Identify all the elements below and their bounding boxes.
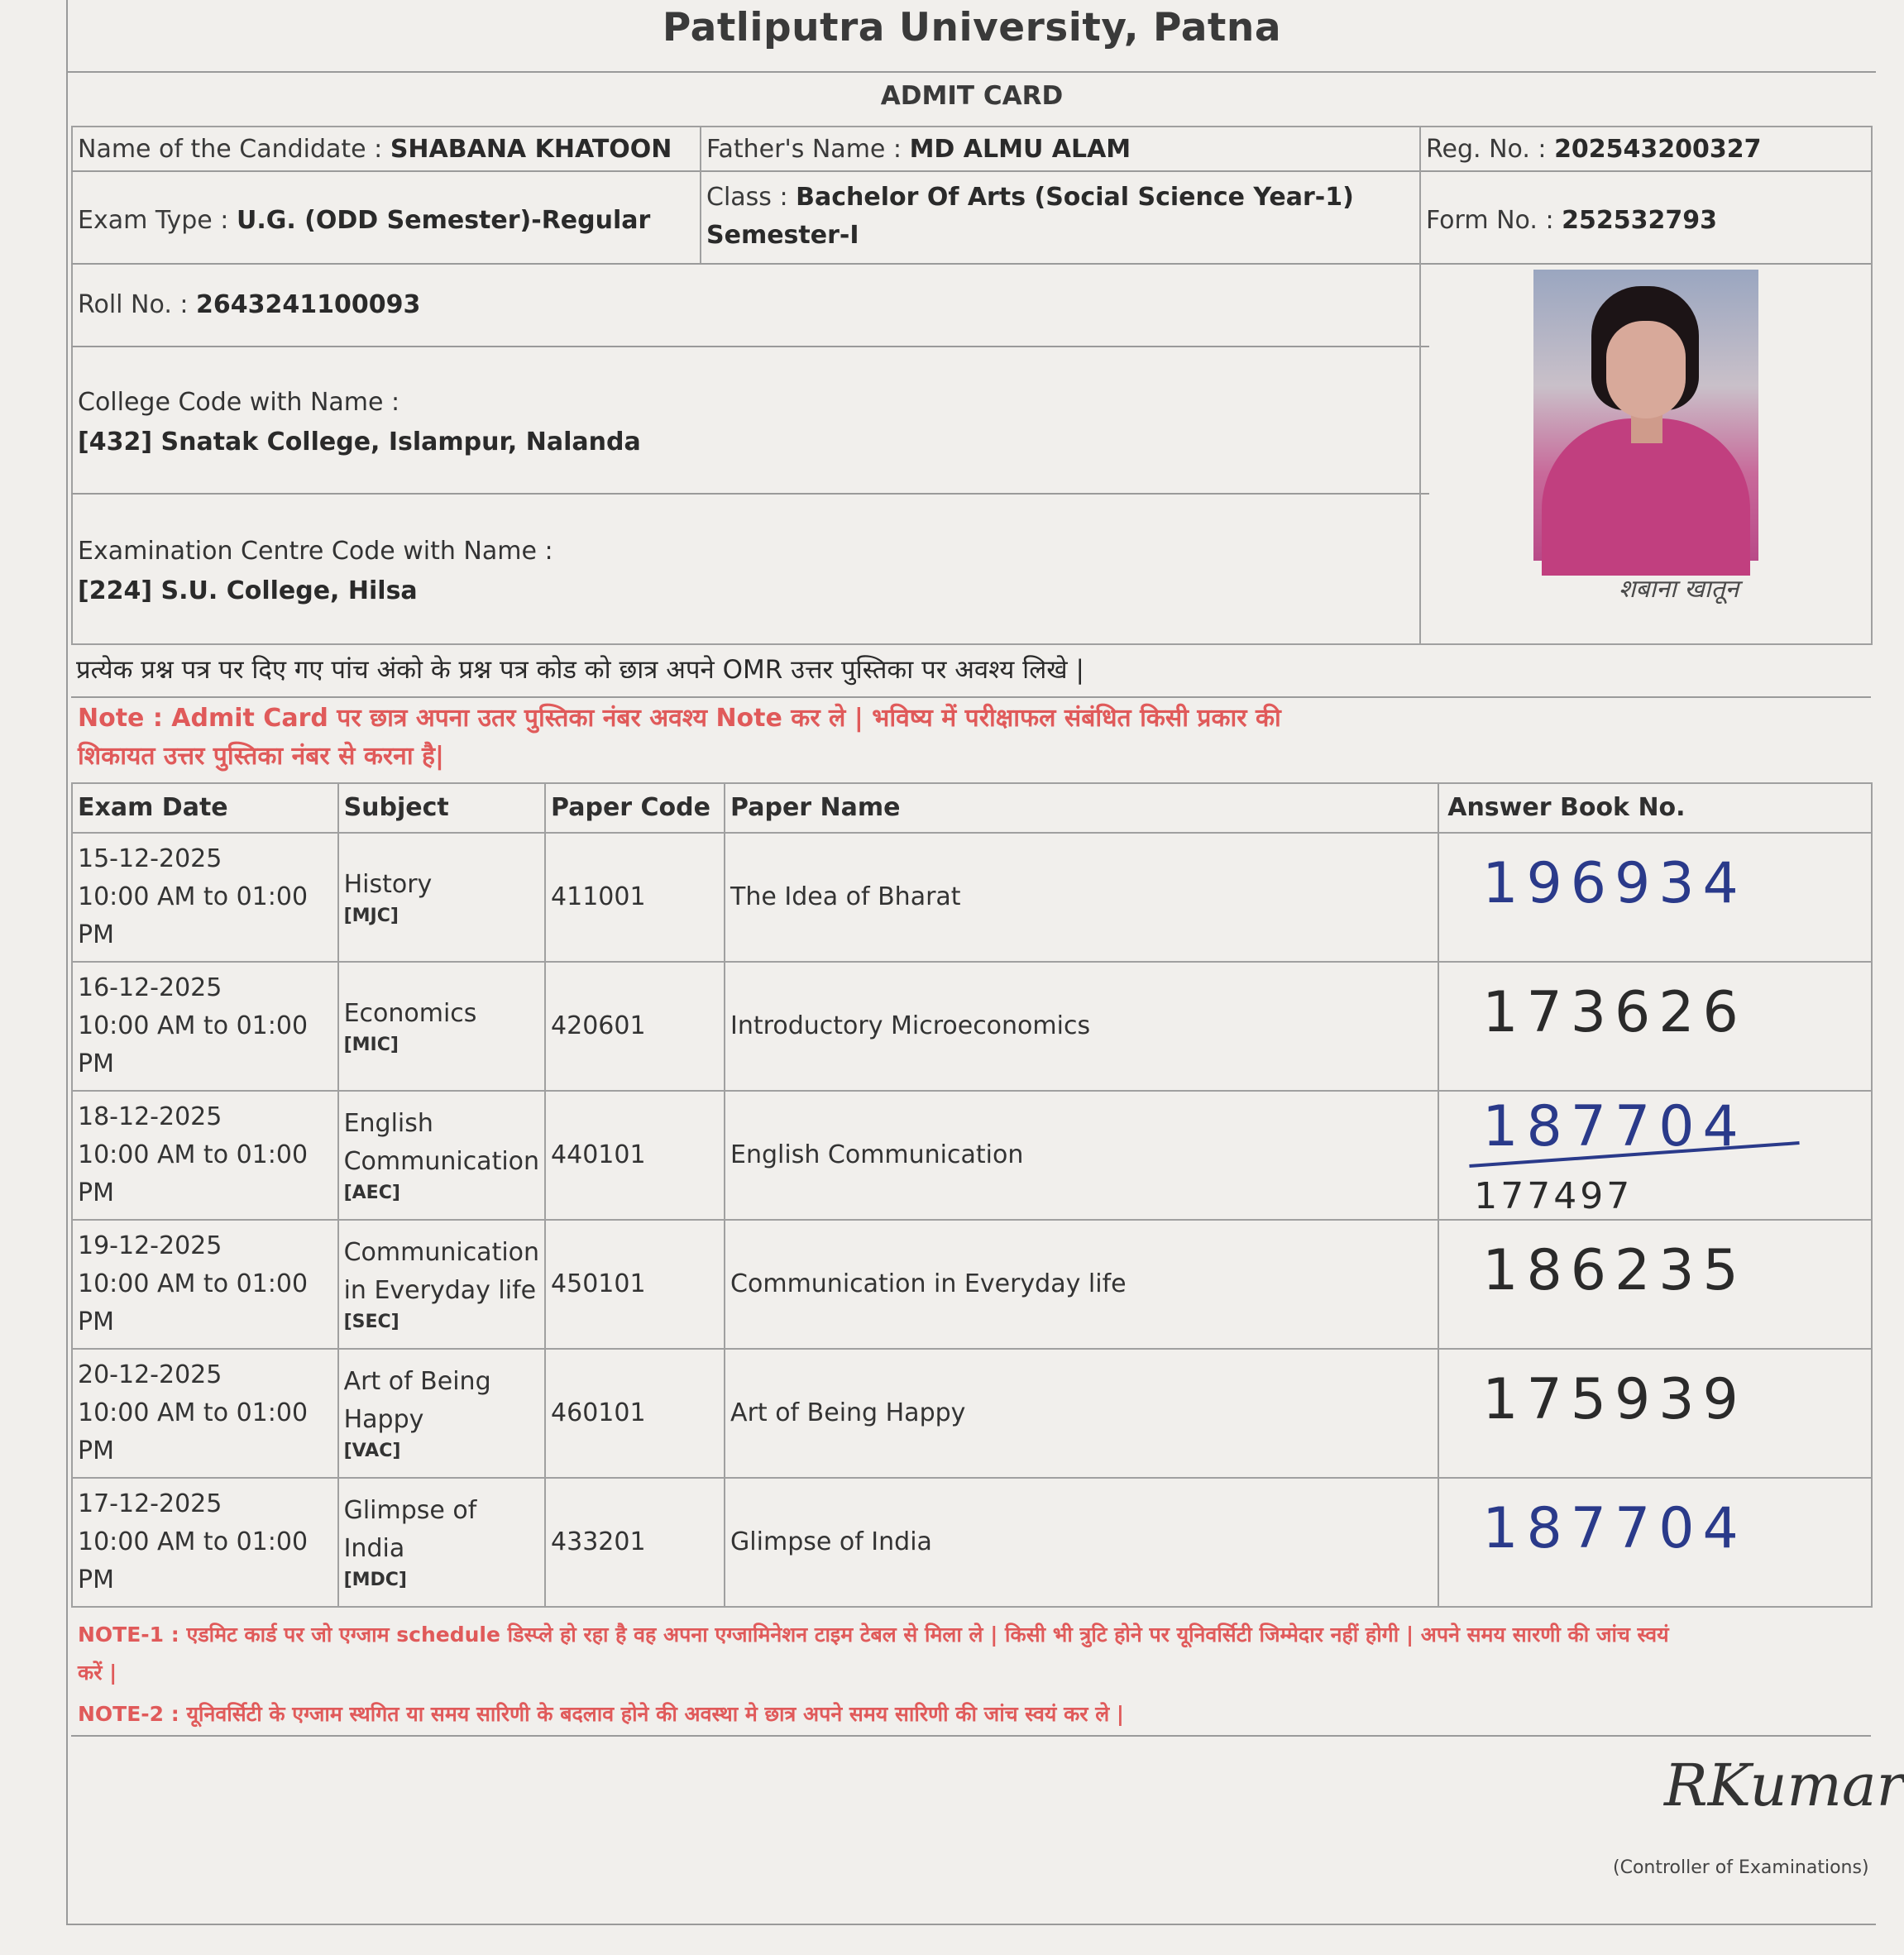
answer-book-cell <box>1438 1349 1872 1478</box>
divider <box>700 126 701 263</box>
exam-time: 10:00 AM to 01:00 PM <box>78 1140 309 1207</box>
note-line-1: Note : Admit Card पर छात्र अपना उतर पुस्तिका नंबर अवश्य Note कर ले | भविष्य में परीक्षाफल संबंधित किसी प्रकार की <box>78 704 1281 733</box>
exam-date: 17-12-2025 <box>78 1489 222 1518</box>
exam-date: 15-12-2025 <box>78 844 222 873</box>
exam-date: 20-12-2025 <box>78 1360 222 1389</box>
answer-book-no: 186235 <box>1482 1238 1747 1303</box>
omr-instruction: प्रत्येक प्रश्न पत्र पर दिए गए पांच अंको के प्रश्न पत्र कोड को छात्र अपने OMR उत्तर पुस्तिका पर अवश्य लिखे | <box>76 655 1084 685</box>
exam-schedule-table <box>71 782 1873 1608</box>
candidate-name-field <box>78 131 690 169</box>
exam-type-field <box>78 202 690 240</box>
table-row <box>72 1349 1872 1478</box>
exam-date-cell <box>72 1478 338 1607</box>
exam-date: 18-12-2025 <box>78 1102 222 1131</box>
subject-code: [SEC] <box>343 1312 399 1332</box>
paper-code: 440101 <box>545 1091 725 1220</box>
admit-card-sheet <box>66 0 1904 1925</box>
table-row <box>72 1091 1872 1220</box>
subject: Economics <box>343 999 477 1028</box>
paper-name: Communication in Everyday life <box>725 1220 1438 1349</box>
exam-time: 10:00 AM to 01:00 PM <box>78 1269 309 1336</box>
answer-book-no: 196934 <box>1482 851 1747 916</box>
header-answer-book: Answer Book No. <box>1438 783 1872 833</box>
answer-book-correction: 177497 <box>1474 1175 1634 1217</box>
header-paper-name: Paper Name <box>725 783 1438 833</box>
answer-book-cell <box>1438 962 1872 1091</box>
father-name-field <box>706 131 1409 169</box>
paper-code: 433201 <box>545 1478 725 1607</box>
subject-code: [MDC] <box>343 1570 407 1590</box>
answer-book-no: 175939 <box>1482 1367 1747 1432</box>
paper-name: English Communication <box>725 1091 1438 1220</box>
divider <box>71 170 1871 172</box>
roll-no-label: Roll No. : <box>78 290 197 319</box>
exam-date-cell <box>72 1091 338 1220</box>
answer-book-no: 187704 <box>1482 1496 1747 1561</box>
controller-label: (Controller of Examinations) <box>1613 1857 1869 1878</box>
form-no: 252532793 <box>1562 206 1717 235</box>
subject-cell <box>338 833 545 962</box>
exam-time: 10:00 AM to 01:00 PM <box>78 1011 309 1078</box>
exam-type: U.G. (ODD Semester)-Regular <box>236 206 651 235</box>
note-2: NOTE-2 : यूनिवर्सिटी के एग्जाम स्थगित या समय सारिणी के बदलाव होने की अवस्था मे छात्र अपने समय सारिणी की जांच स्वयं कर ले | <box>78 1702 1125 1726</box>
paper-code: 411001 <box>545 833 725 962</box>
candidate-photo <box>1533 270 1758 561</box>
note-1-line-1: NOTE-1 : एडमिट कार्ड पर जो एग्जाम schedule डिस्प्ले हो रहा है वह अपना एग्जामिनेशन टाइम टेबल से मिला ले | किसी भी त्रुटि होने पर यूनिवर्सिटी जिम्मेदार नहीं होगी | अपने समय सारणी की जांच स्वयं <box>78 1623 1669 1647</box>
centre-label: Examination Centre Code with Name : <box>78 537 553 566</box>
subject: Glimpse of India <box>343 1496 477 1563</box>
subject-cell <box>338 1478 545 1607</box>
exam-time: 10:00 AM to 01:00 PM <box>78 882 309 949</box>
subject-cell <box>338 1091 545 1220</box>
form-no-label: Form No. : <box>1426 206 1562 235</box>
candidate-signature: शबाना खातून <box>1619 575 1739 604</box>
table-row <box>72 1478 1872 1607</box>
paper-name: Art of Being Happy <box>725 1349 1438 1478</box>
controller-signature: RKumar <box>1664 1752 1904 1819</box>
subject-code: [MIC] <box>343 1035 399 1055</box>
paper-name: Introductory Microeconomics <box>725 962 1438 1091</box>
answer-book-cell <box>1438 1091 1872 1220</box>
class-field <box>706 179 1414 255</box>
paper-name: The Idea of Bharat <box>725 833 1438 962</box>
reg-no: 202543200327 <box>1554 135 1762 164</box>
subject-cell <box>338 962 545 1091</box>
answer-book-no: 187704 <box>1482 1094 1747 1159</box>
candidate-name-label: Name of the Candidate : <box>78 135 390 164</box>
college-name: [432] Snatak College, Islampur, Nalanda <box>78 428 641 456</box>
header-paper-code: Paper Code <box>545 783 725 833</box>
university-title: Patliputra University, Patna <box>662 5 1282 50</box>
note-1-line-2: करें | <box>78 1661 117 1685</box>
reg-no-field <box>1426 131 1864 169</box>
subject: Communication in Everyday life <box>343 1238 540 1305</box>
centre-name: [224] S.U. College, Hilsa <box>78 576 418 605</box>
class-label: Class : <box>706 183 797 212</box>
divider <box>71 263 1871 265</box>
admit-card-title: ADMIT CARD <box>880 81 1064 111</box>
form-no-field <box>1426 202 1864 240</box>
paper-code: 450101 <box>545 1220 725 1349</box>
exam-date: 16-12-2025 <box>78 973 222 1002</box>
father-name: MD ALMU ALAM <box>909 135 1131 164</box>
subject: English Communication <box>343 1109 540 1176</box>
subject-cell <box>338 1349 545 1478</box>
answer-book-cell <box>1438 833 1872 962</box>
exam-date: 19-12-2025 <box>78 1231 222 1260</box>
class-name: Bachelor Of Arts (Social Science Year-1) Semester-I <box>706 183 1354 250</box>
subject-code: [MJC] <box>343 906 399 926</box>
subject: History <box>343 870 433 899</box>
college-label: College Code with Name : <box>78 388 400 417</box>
subject-cell <box>338 1220 545 1349</box>
paper-code: 420601 <box>545 962 725 1091</box>
divider <box>71 493 1429 495</box>
candidate-name: SHABANA KHATOON <box>390 135 672 164</box>
answer-book-cell <box>1438 1478 1872 1607</box>
exam-time: 10:00 AM to 01:00 PM <box>78 1398 309 1465</box>
exam-time: 10:00 AM to 01:00 PM <box>78 1527 309 1594</box>
header-subject: Subject <box>338 783 545 833</box>
roll-no-field <box>78 286 1401 324</box>
exam-type-label: Exam Type : <box>78 206 237 235</box>
subject-code: [VAC] <box>343 1441 401 1461</box>
answer-book-cell <box>1438 1220 1872 1349</box>
header-exam-date: Exam Date <box>72 783 338 833</box>
table-row <box>72 1220 1872 1349</box>
table-row <box>72 833 1872 962</box>
divider <box>1419 126 1421 645</box>
subject: Art of Being Happy <box>343 1367 491 1434</box>
divider <box>71 1735 1871 1737</box>
table-row <box>72 962 1872 1091</box>
subject-code: [AEC] <box>343 1183 400 1203</box>
reg-no-label: Reg. No. : <box>1426 135 1555 164</box>
note-line-2: शिकायत उत्तर पुस्तिका नंबर से करना है| <box>78 742 444 771</box>
answer-book-no: 173626 <box>1482 980 1747 1045</box>
table-header-row <box>72 783 1872 833</box>
exam-date-cell <box>72 1349 338 1478</box>
exam-date-cell <box>72 1220 338 1349</box>
paper-code: 460101 <box>545 1349 725 1478</box>
exam-date-cell <box>72 833 338 962</box>
exam-date-cell <box>72 962 338 1091</box>
divider <box>68 71 1876 73</box>
father-name-label: Father's Name : <box>706 135 910 164</box>
divider <box>71 346 1429 347</box>
paper-name: Glimpse of India <box>725 1478 1438 1607</box>
roll-no: 2643241100093 <box>196 290 421 319</box>
divider <box>71 696 1871 698</box>
